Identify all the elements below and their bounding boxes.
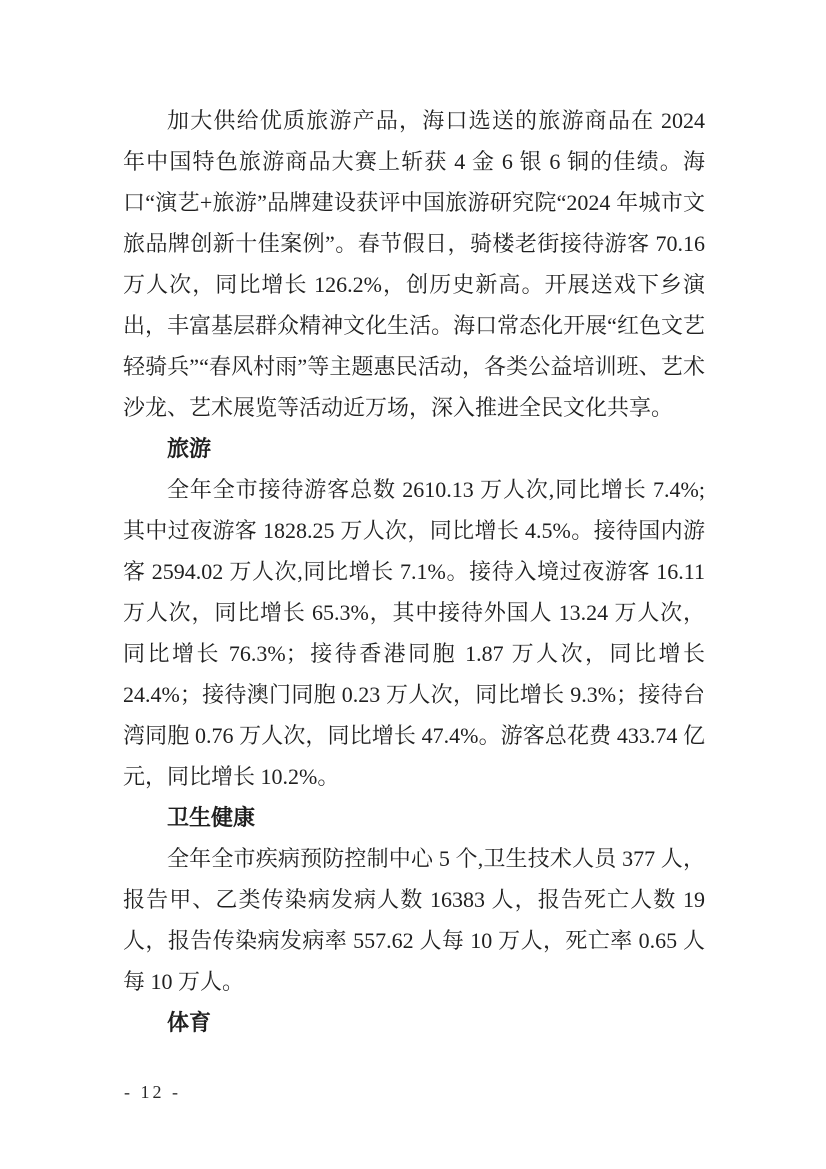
page-number: - 12 - — [124, 1082, 181, 1102]
paragraph-tourism-statistics: 全年全市接待游客总数 2610.13 万人次,同比增长 7.4%;其中过夜游客 1828.25 万人次，同比增长 4.5%。接待国内游客 2594.02 万人次,同比增长 7.1%。接待入境过夜游客 16.11 万人次，同比增长 65.3%，其中接待外国人 13.24 万人次，同比增长 76.3%；接待香港同胞 1.87 万人次，同比增长 24.4%；接待澳门同胞 0.23 万人次，同比增长 9.3%；接待台湾同胞 0.76 万人次，同比增长 47.4%。游客总花费 433.74 亿元，同比增长 10.2%。 — [123, 477, 705, 789]
paragraph-tourism-products: 加大供给优质旅游产品，海口选送的旅游商品在 2024 年中国特色旅游商品大赛上斩获 4 金 6 银 6 铜的佳绩。海口“演艺+旅游”品牌建设获评中国旅游研究院“2024 年城市文旅品牌创新十佳案例”。春节假日，骑楼老街接待游客 70.16 万人次，同比增长 126.2%，创历史新高。开展送戏下乡演出，丰富基层群众精神文化生活。海口常态化开展“红色文艺轻骑兵”“春风村雨”等主题惠民活动，各类公益培训班、艺术沙龙、艺术展览等活动近万场，深入推进全民文化共享。 — [123, 108, 705, 420]
section-heading-health: 卫生健康 — [167, 805, 256, 830]
text-block — [123, 100, 705, 1043]
section-heading-sports: 体育 — [167, 1010, 212, 1035]
paragraph-health-statistics: 全年全市疾病预防控制中心 5 个,卫生技术人员 377 人，报告甲、乙类传染病发病人数 16383 人，报告死亡人数 19 人，报告传染病发病率 557.62 人每 10 万人，死亡率 0.65 人每 10 万人。 — [123, 846, 705, 994]
section-heading-tourism: 旅游 — [167, 436, 212, 461]
